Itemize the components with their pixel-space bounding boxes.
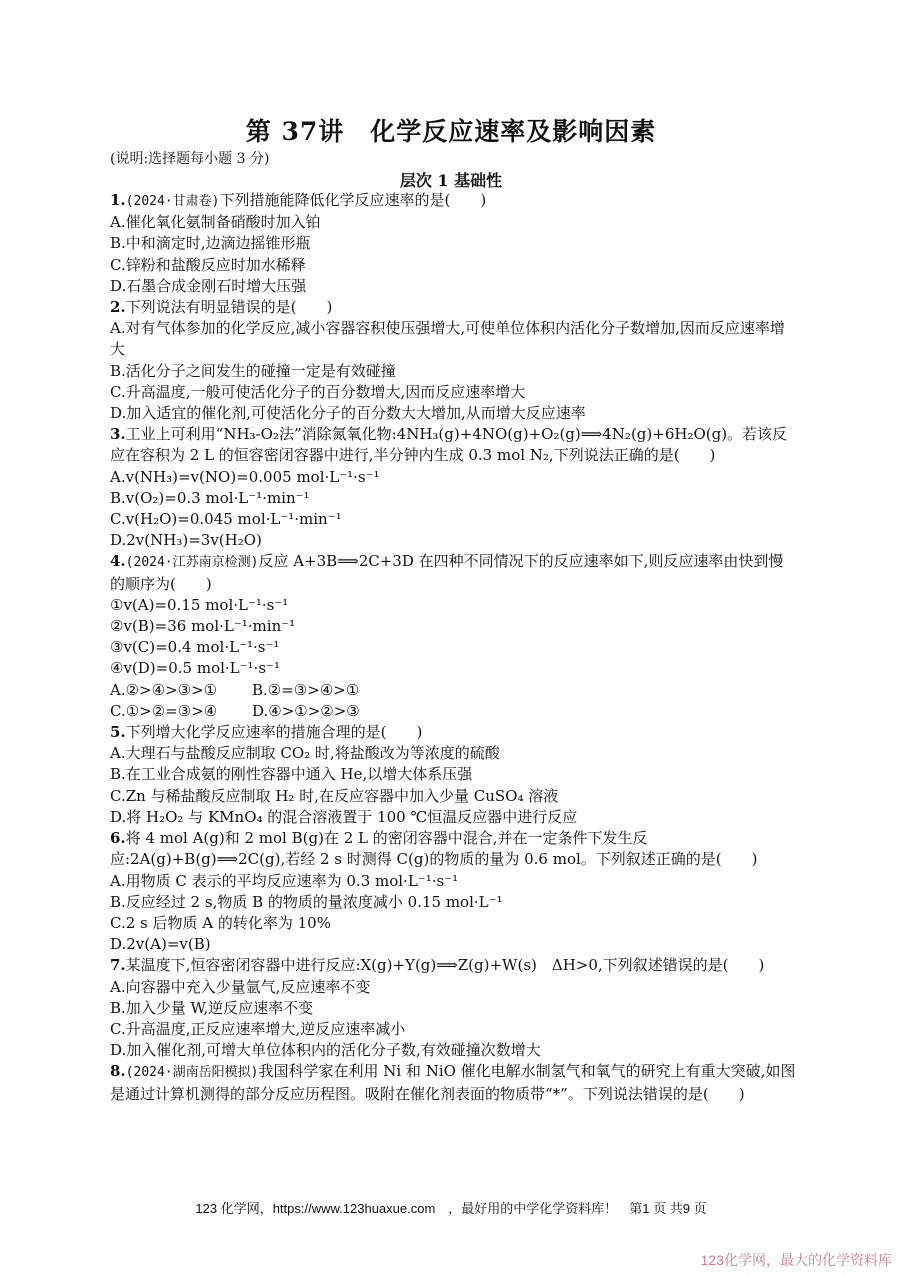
rate-item: ③v(C)=0.4 mol·L⁻¹·s⁻¹ bbox=[110, 638, 280, 657]
question-option: D.石墨合成金刚石时增大压强 bbox=[110, 276, 307, 295]
question-option: A.对有气体参加的化学反应,减小容器容积使压强增大,可使单位体积内活化分子数增加,因而反应速率增大 bbox=[110, 319, 785, 359]
question-stem bbox=[110, 297, 798, 318]
option-row bbox=[110, 701, 798, 722]
question-text: 下列措施能降低化学反应速率的是( ) bbox=[219, 191, 487, 209]
rate-item: ②v(B)=36 mol·L⁻¹·min⁻¹ bbox=[110, 617, 296, 636]
question-option: C.升高温度,一般可使活化分子的百分数增大,因而反应速率增大 bbox=[110, 382, 526, 401]
question-text: 工业上可利用“NH₃-O₂法”消除氮氧化物:4NH₃(g)+4NO(g)+O₂(g)⟹4N₂(g)+6H₂O(g)。若该反应在容积为 2 L 的恒容密闭容器中进行,半分钟内生成 0.3 mol N₂,下列说法正确的是( ) bbox=[110, 425, 788, 465]
question-option: B.活化分子之间发生的碰撞一定是有效碰撞 bbox=[110, 361, 396, 380]
question-list bbox=[110, 190, 798, 1105]
question-option: B.加入少量 W,逆反应速率不变 bbox=[110, 998, 314, 1017]
question-option: B.v(O₂)=0.3 mol·L⁻¹·min⁻¹ bbox=[110, 488, 310, 507]
question-stem bbox=[110, 828, 798, 870]
question-stem bbox=[110, 190, 798, 212]
question-option: C.锌粉和盐酸反应时加水稀释 bbox=[110, 255, 306, 274]
question-option: D.将 H₂O₂ 与 KMnO₄ 的混合溶液置于 100 ℃恒温反应器中进行反应 bbox=[110, 807, 578, 826]
question-option: A.v(NH₃)=v(NO)=0.005 mol·L⁻¹·s⁻¹ bbox=[110, 467, 380, 486]
question-text: 下列增大化学反应速率的措施合理的是( ) bbox=[125, 723, 423, 742]
question-option: B.中和滴定时,边滴边摇锥形瓶 bbox=[110, 234, 311, 253]
section-heading: 层次 1 基础性 bbox=[399, 171, 503, 190]
question-option: D.2v(NH₃)=3v(H₂O) bbox=[110, 531, 262, 550]
watermark-text: 123化学网，最大的化学资料库 bbox=[700, 1252, 892, 1268]
question-stem bbox=[110, 1061, 798, 1104]
footer-site-text: 123 化学网，https://www.123huaxue.com ，最好用的中学化学资料库！ bbox=[195, 1201, 618, 1216]
question-text: 反应 A+3B⟹2C+3D 在四种不同情况下的反应速率如下,则反应速率由快到慢的顺序为( ) bbox=[110, 552, 784, 593]
question-option: B.反应经过 2 s,物质 B 的物质的量浓度减小 0.15 mol·L⁻¹ bbox=[110, 892, 503, 911]
question-option: A.催化氧化氨制备硝酸时加入铂 bbox=[110, 213, 321, 232]
question-number: 8. bbox=[110, 1062, 126, 1081]
question-option: C.2 s 后物质 A 的转化率为 10% bbox=[110, 913, 331, 932]
question-number: 1. bbox=[110, 191, 126, 209]
question-text: 下列说法有明显错误的是( ) bbox=[125, 298, 333, 317]
question-option: B.②=③>④>① bbox=[252, 680, 360, 699]
question-stem bbox=[110, 955, 798, 976]
question-option: B.在工业合成氨的刚性容器中通入 He,以增大体系压强 bbox=[110, 765, 473, 784]
question-number: 5. bbox=[110, 723, 126, 742]
question-source: (2024·甘肃卷) bbox=[125, 194, 220, 209]
rate-item: ④v(D)=0.5 mol·L⁻¹·s⁻¹ bbox=[110, 659, 280, 678]
question-option: D.加入催化剂,可增大单位体积内的活化分子数,有效碰撞次数增大 bbox=[110, 1041, 541, 1060]
page-number: 第1 页 共9 页 bbox=[629, 1201, 707, 1216]
question-text: 我国科学家在利用 Ni 和 NiO 催化电解水制氢气和氧气的研究上有重大突破,如图是通过计算机测得的部分反应历程图。吸附在催化剂表面的物质带“*”。下列说法错误的是( ) bbox=[110, 1062, 796, 1103]
option-row bbox=[110, 680, 798, 701]
question-number: 6. bbox=[110, 829, 126, 848]
question-option: C.Zn 与稀盐酸反应制取 H₂ 时,在反应容器中加入少量 CuSO₄ 溶液 bbox=[110, 786, 559, 805]
question-stem bbox=[110, 424, 798, 466]
question-option: A.向容器中充入少量氩气,反应速率不变 bbox=[110, 977, 371, 996]
question-source: (2024·江苏南京检测) bbox=[125, 555, 259, 571]
question-option: C.①>②=③>④ bbox=[110, 701, 218, 720]
page-footer bbox=[0, 1198, 902, 1217]
question-option: D.④>①>②>③ bbox=[252, 701, 360, 720]
question-stem bbox=[110, 722, 798, 743]
question-number: 2. bbox=[110, 298, 126, 317]
question-source: (2024·湖南岳阳模拟) bbox=[125, 1065, 259, 1081]
question-number: 7. bbox=[110, 956, 126, 975]
question-stem bbox=[110, 551, 798, 594]
instruction-note: (说明:选择题每小题 3 分) bbox=[110, 151, 270, 167]
question-option: A.用物质 C 表示的平均反应速率为 0.3 mol·L⁻¹·s⁻¹ bbox=[110, 871, 459, 890]
question-number: 4. bbox=[110, 552, 126, 571]
rate-item: ①v(A)=0.15 mol·L⁻¹·s⁻¹ bbox=[110, 595, 289, 614]
question-option: C.v(H₂O)=0.045 mol·L⁻¹·min⁻¹ bbox=[110, 510, 342, 529]
question-option: C.升高温度,正反应速率增大,逆反应速率减小 bbox=[110, 1019, 406, 1038]
question-option: D.2v(A)=v(B) bbox=[110, 935, 211, 954]
question-option: A.②>④>③>① bbox=[110, 680, 218, 699]
question-option: D.加入适宜的催化剂,可使活化分子的百分数大大增加,从而增大反应速率 bbox=[110, 404, 586, 423]
question-number: 3. bbox=[110, 425, 126, 444]
question-text: 将 4 mol A(g)和 2 mol B(g)在 2 L 的密闭容器中混合,并在一定条件下发生反应:2A(g)+B(g)⟹2C(g),若经 2 s 时测得 C(g)的物质的量为 0.6 mol。下列叙述正确的是( ) bbox=[110, 829, 758, 869]
page-title: 第 37讲 化学反应速率及影响因素 bbox=[245, 117, 657, 146]
question-option: A.大理石与盐酸反应制取 CO₂ 时,将盐酸改为等浓度的硫酸 bbox=[110, 744, 500, 763]
question-text: 某温度下,恒容密闭容器中进行反应:X(g)+Y(g)⟹Z(g)+W(s) ΔH>0,下列叙述错误的是( ) bbox=[125, 956, 765, 975]
